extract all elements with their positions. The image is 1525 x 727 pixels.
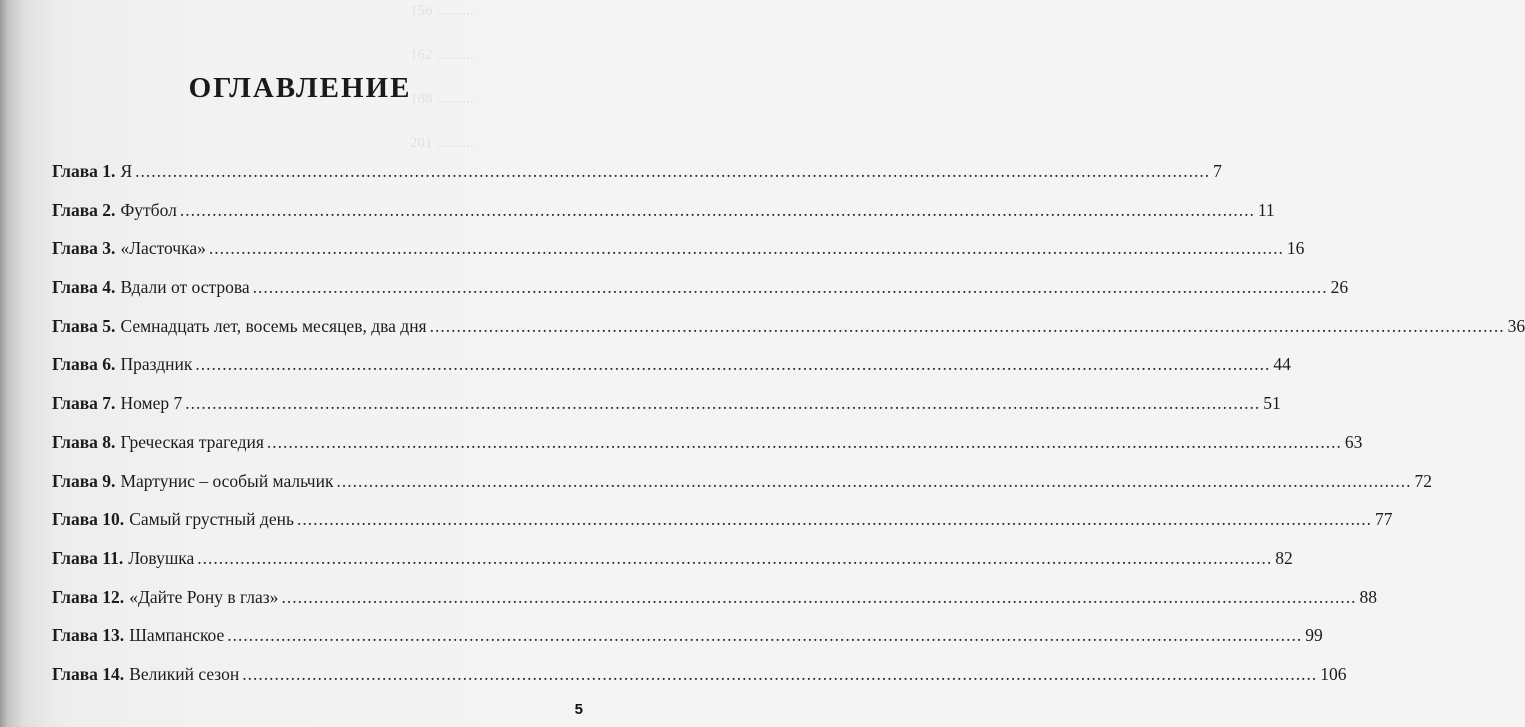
chapter-page: 106 xyxy=(1320,663,1347,684)
toc-entry[interactable] xyxy=(52,586,1377,626)
toc-entry[interactable] xyxy=(52,354,1291,393)
chapter-page: 51 xyxy=(1263,393,1281,414)
chapter-label: Глава 1. xyxy=(52,161,116,181)
chapter-title: «Ласточка» xyxy=(120,238,206,259)
table-of-contents xyxy=(52,161,1525,703)
chapter-title: Номер 7 xyxy=(120,393,183,414)
toc-entry[interactable] xyxy=(52,625,1323,664)
dot-leader: ........................................................................................................................................................................................................ xyxy=(179,199,1255,220)
toc-entry[interactable] xyxy=(52,547,1293,587)
toc-entry[interactable] xyxy=(52,509,1393,548)
chapter-page: 11 xyxy=(1257,199,1275,220)
dot-leader: ........................................................................................................................................................................................................ xyxy=(281,586,1357,607)
toc-entry[interactable] xyxy=(52,161,1222,200)
chapter-title: Мартунис – особый мальчик xyxy=(120,470,334,491)
chapter-title: Шампанское xyxy=(129,625,225,646)
chapter-label: Глава 5. xyxy=(52,315,116,336)
toc-entry[interactable] xyxy=(52,238,1305,277)
chapter-page: 26 xyxy=(1330,277,1349,298)
toc-entry[interactable] xyxy=(52,315,1525,355)
toc-entry[interactable] xyxy=(52,199,1275,239)
chapter-label: Глава 7. xyxy=(52,393,116,414)
chapter-title: Ловушка xyxy=(128,547,195,568)
chapter-page: 99 xyxy=(1305,625,1323,646)
chapter-label: Глава 14. xyxy=(52,663,125,684)
toc-entry[interactable] xyxy=(52,277,1349,316)
chapter-title: Праздник xyxy=(120,354,193,375)
dot-leader: ........................................................................................................................................................................................................ xyxy=(252,277,1328,298)
toc-entry[interactable] xyxy=(52,393,1281,432)
chapter-page: 44 xyxy=(1273,354,1291,375)
page-title: ОГЛАВЛЕНИЕ xyxy=(188,72,412,104)
chapter-label: Глава 4. xyxy=(52,277,116,298)
toc-entry[interactable] xyxy=(52,663,1347,703)
toc-entry[interactable] xyxy=(52,470,1432,510)
chapter-label: Глава 3. xyxy=(52,238,116,259)
chapter-title: Футбол xyxy=(120,199,177,220)
bleed-through-text: 156 .......... 162 .......... 188 .......... 201 .......... xyxy=(410,3,474,151)
dot-leader: ........................................................................................................................................................................................................ xyxy=(429,315,1505,336)
chapter-label: Глава 2. xyxy=(52,199,116,220)
chapter-page: 72 xyxy=(1414,470,1432,491)
chapter-title: Самый грустный день xyxy=(129,509,294,530)
dot-leader: ........................................................................................................................................................................................................ xyxy=(242,663,1318,684)
chapter-title: Семнадцать лет, восемь месяцев, два дня xyxy=(120,315,427,336)
chapter-title: Вдали от острова xyxy=(120,277,250,298)
dot-leader: ........................................................................................................................................................................................................ xyxy=(266,431,1342,452)
chapter-label: Глава 10. xyxy=(52,509,125,530)
dot-leader: ........................................................................................................................................................................................................ xyxy=(135,161,1211,181)
dot-leader: ........................................................................................................................................................................................................ xyxy=(185,393,1261,414)
dot-leader: ........................................................................................................................................................................................................ xyxy=(227,625,1303,646)
page-number: 5 xyxy=(574,701,583,718)
chapter-title: «Дайте Рону в глаз» xyxy=(129,586,279,607)
chapter-title: Греческая трагедия xyxy=(120,431,264,452)
dot-leader: ........................................................................................................................................................................................................ xyxy=(208,238,1284,259)
toc-entry[interactable] xyxy=(52,431,1363,471)
chapter-label: Глава 6. xyxy=(52,354,116,375)
chapter-title: Великий сезон xyxy=(129,663,240,684)
dot-leader: ........................................................................................................................................................................................................ xyxy=(197,547,1273,568)
dot-leader: ........................................................................................................................................................................................................ xyxy=(296,509,1372,530)
chapter-page: 36 xyxy=(1507,315,1525,336)
chapter-label: Глава 8. xyxy=(52,431,116,452)
chapter-label: Глава 9. xyxy=(52,470,116,491)
chapter-title: Я xyxy=(120,161,133,181)
chapter-page: 77 xyxy=(1374,509,1393,530)
chapter-page: 16 xyxy=(1286,238,1305,259)
chapter-label: Глава 11. xyxy=(52,547,124,568)
dot-leader: ........................................................................................................................................................................................................ xyxy=(195,354,1271,375)
chapter-page: 7 xyxy=(1213,161,1222,181)
dot-leader: ........................................................................................................................................................................................................ xyxy=(336,470,1412,491)
chapter-label: Глава 13. xyxy=(52,625,125,646)
chapter-page: 88 xyxy=(1359,586,1377,607)
chapter-label: Глава 12. xyxy=(52,586,125,607)
chapter-page: 63 xyxy=(1344,431,1363,452)
chapter-page: 82 xyxy=(1275,547,1293,568)
